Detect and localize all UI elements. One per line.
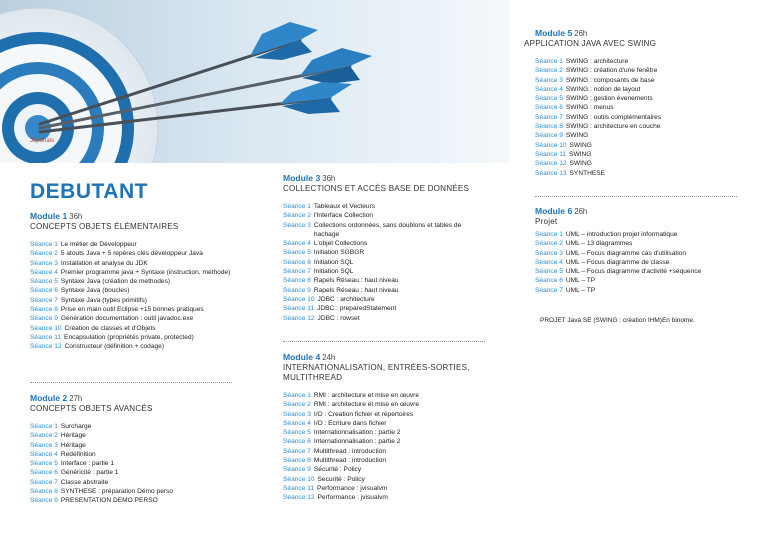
session-label: Séance 6 [283,438,311,446]
session-item [283,286,484,295]
session-item [30,441,173,450]
module-5-hours: 26h [574,29,588,38]
session-label: Séance 4 [283,240,311,248]
session-label: Séance 7 [283,447,311,455]
session-text: I/O : Ecriture dans fichier [313,419,387,427]
session-item [30,324,231,333]
session-item [30,459,173,468]
module-2-name: Module 2 [30,393,68,403]
divider [283,341,485,342]
module-6-name: Module 6 [535,206,573,216]
session-item [535,159,661,168]
session-item [283,465,470,474]
session-label: Séance 11 [283,305,315,313]
session-item [30,277,231,286]
session-text: Internationnalisation : partie 2 [313,429,401,437]
session-label: Séance 2 [30,250,58,258]
session-label: Séance 3 [283,221,311,229]
session-label: Séance 6 [535,277,563,285]
session-label: Séance 12 [535,160,567,168]
hero-image [0,0,510,163]
session-text: UML – introduction projet informatique [565,231,678,238]
session-item [283,419,470,428]
session-text: I/O : Creation fichier et répertoires [313,410,414,418]
session-item [283,447,470,456]
session-label: Séance 12 [283,494,315,502]
session-text: Multithread : introduction [313,457,387,465]
session-text: SWING [569,160,592,168]
session-label: Séance 7 [535,286,563,294]
session-text: Performance : jvisualvm [317,494,388,502]
session-label: Séance 2 [535,240,563,248]
session-item [535,66,661,75]
session-text: SYNTHESE : préparation Démo perso [60,488,174,496]
session-text: PRESENTATION DEMO PERSO [60,497,158,505]
session-text: Syntaxe Java (boucles) [60,287,130,295]
session-text: Prise en main outil Eclipse +15 bonnes pratiques [60,306,204,314]
session-text: Généricité : partie 1 [60,469,119,477]
module-6-title: Projet [535,217,558,226]
session-item [535,258,701,267]
module-2-hours: 27h [69,394,83,403]
session-item [535,286,701,295]
divider [535,196,737,197]
session-text: Securité : Policy [317,475,365,483]
session-label: Séance 3 [30,259,58,267]
module-5-title: APPLICATION JAVA AVEC SWING [524,39,657,48]
project-note: PROJET Java SE (SWING : création IHM)En binome. [540,317,695,324]
session-text: Classe abstraite [60,478,109,486]
session-item [30,333,231,342]
session-text: SWING : outils complémentaires [565,113,662,121]
session-text: SYNTHESE [569,169,606,177]
session-label: Séance 5 [535,95,563,103]
session-item [30,450,173,459]
session-label: Séance 7 [535,113,563,121]
session-text: Rapels Réseau : haut niveau [313,277,399,285]
session-label: Séance 7 [30,296,58,304]
session-text: Syntaxe Java (types primitifs) [60,296,147,304]
session-text: SWING : création d'une fenêtre [565,67,658,75]
session-item [535,122,661,131]
session-text: SWING : composants de base [565,76,655,84]
session-item [30,296,231,305]
session-text: Création de classes et d'Objets [64,324,156,332]
module-1-header [30,211,231,222]
session-label: Séance 11 [30,333,62,341]
session-item [283,267,484,276]
session-item [283,493,470,502]
module-3-title: COLLECTIONS ET ACCÈS BASE DE DONNÉES [283,184,470,193]
session-text: Internationnalisation : partie 2 [313,438,401,446]
session-label: Séance 6 [30,469,58,477]
session-text: UML – Focus diagramme d'activité +séquence [565,268,702,276]
module-5 [524,28,661,178]
session-label: Séance 8 [283,277,311,285]
session-label: Séance 10 [535,141,567,149]
session-text: 5 atouts Java + 5 repères clés développeur Java [60,250,203,258]
session-label: Séance 1 [30,423,58,430]
module-2-sessions [30,422,173,506]
session-item [283,258,484,267]
module-3-header [283,173,484,184]
module-1-hours: 36h [69,212,83,221]
session-item [535,249,701,258]
target-label: Japonais [30,138,55,144]
session-item [30,286,231,295]
session-label: Séance 2 [30,432,58,440]
session-label: Séance 9 [283,286,311,294]
session-item [283,437,470,446]
session-item [535,150,661,159]
session-text: Interface : partie 1 [60,460,115,468]
session-label: Séance 4 [535,258,563,266]
session-label: Séance 5 [283,429,311,437]
session-text: SWING : architecture [565,58,629,65]
session-text: Sécurité : Policy [313,466,362,474]
session-label: Séance 11 [535,150,567,158]
session-text: L'objet Collections [313,240,368,248]
module-1-title: CONCEPTS OBJETS ÉLÉMENTAIRES [30,222,179,231]
session-text: JDBC : preparedStatement [317,305,397,313]
session-label: Séance 1 [283,203,311,210]
session-item [283,295,484,304]
session-text: Héritage [60,432,86,440]
module-3-name: Module 3 [283,173,321,183]
session-text: Redéfinition [60,450,96,458]
session-item [535,57,661,66]
session-label: Séance 3 [283,410,311,418]
session-item [30,468,173,477]
module-1-sessions [30,240,231,352]
session-label: Séance 9 [283,466,311,474]
session-item [283,211,484,220]
session-label: Séance 1 [283,392,311,399]
session-label: Séance 13 [535,169,567,177]
session-text: Surcharge [60,423,92,430]
module-6-hours: 26h [574,207,588,216]
session-text: SWING [565,132,589,140]
session-item [30,422,173,431]
session-item [283,202,484,211]
session-item [283,314,484,323]
session-text: Encapsulation (propriétés private, protected) [64,333,194,341]
target-arrows-icon [0,0,510,163]
session-text: Initiation SGBGR [313,249,365,257]
session-label: Séance 10 [30,324,62,332]
session-text: Le métier de Développeur [60,241,137,248]
session-item [535,76,661,85]
session-text: RMI : architecture et mise en œuvre [313,392,420,399]
session-label: Séance 7 [30,478,58,486]
session-text: Initiation SQL [313,258,354,266]
session-text: SWING : menus [565,104,614,112]
session-item [283,456,470,465]
session-text: Installation et analyse du JDK [60,259,148,267]
module-2 [30,393,173,506]
session-label: Séance 3 [535,249,563,257]
session-text: UML – TP [565,277,596,285]
session-text: Héritage [60,441,86,449]
session-label: Séance 10 [283,475,315,483]
session-item [283,239,484,248]
session-label: Séance 5 [535,268,563,276]
session-label: Séance 3 [535,76,563,84]
session-text: SWING [569,150,592,158]
module-4 [283,352,470,503]
session-label: Séance 8 [30,306,58,314]
session-label: Séance 1 [535,231,563,238]
session-item [283,428,470,437]
module-6-header [535,206,701,217]
session-item [283,484,470,493]
session-label: Séance 5 [30,278,58,286]
session-text: SWING : notion de layout [565,85,641,93]
session-item [283,276,484,285]
session-label: Séance 8 [283,457,311,465]
session-item [30,478,173,487]
session-label: Séance 9 [30,315,58,323]
session-label: Séance 2 [535,67,563,75]
session-label: Séance 2 [283,212,311,220]
session-text: UML – TP [565,286,596,294]
session-text: Collections ordonnées, sans doublons et tables de hachage [313,221,462,238]
session-text: UML – Focus diagramme de classe [565,258,670,266]
session-label: Séance 4 [30,268,58,276]
session-text: SWING : architecture en couche [565,123,661,131]
session-item [30,240,231,249]
session-label: Séance 6 [535,104,563,112]
session-text: Constructeur (définition + codage) [64,343,165,351]
module-4-name: Module 4 [283,352,321,362]
module-4-sessions [283,391,470,503]
divider [30,382,232,383]
session-label: Séance 1 [30,241,58,248]
session-label: Séance 4 [283,419,311,427]
session-item [535,103,661,112]
session-text: Performance : jvisualvm [317,484,388,492]
module-3 [283,173,484,323]
session-text: JDBC : architecture [317,295,375,303]
session-text: JDBC : rowset [317,314,360,322]
module-1-name: Module 1 [30,211,68,221]
session-item [30,268,231,277]
session-item [535,169,661,178]
session-item [283,410,470,419]
module-2-header [30,393,173,404]
session-item [283,400,470,409]
session-item [283,304,484,313]
session-item [535,141,661,150]
session-item [535,239,701,248]
module-3-hours: 36h [322,174,336,183]
session-item [535,113,661,122]
session-text: Tableaux et Vecteurs [313,203,376,210]
module-3-sessions [283,202,484,323]
session-label: Séance 8 [535,123,563,131]
page-title: DEBUTANT [30,180,148,203]
session-text: RMI : architecture et mise en œuvre [313,401,420,409]
session-item [30,431,173,440]
session-label: Séance 9 [30,497,58,505]
session-text: UML – 13 diagrammes [565,240,633,248]
session-label: Séance 11 [283,484,315,492]
session-item [535,94,661,103]
session-label: Séance 10 [283,295,315,303]
session-item [30,496,173,505]
session-item [30,487,173,496]
session-item [30,305,231,314]
session-label: Séance 12 [30,343,62,351]
session-text: Syntaxe Java (création de methodes) [60,278,171,286]
module-1 [30,211,231,352]
session-item [535,85,661,94]
session-label: Séance 6 [283,258,311,266]
session-item [30,342,231,351]
session-label: Séance 3 [30,441,58,449]
session-item [535,276,701,285]
session-text: Multithread : introduction [313,447,387,455]
session-item [30,249,231,258]
session-text: Premier programme java + Syntaxe (instruction, méthode) [60,268,231,276]
module-4-hours: 24h [322,353,336,362]
session-label: Séance 2 [283,401,311,409]
session-text: l'Interface Collection [313,212,374,220]
session-item [535,230,701,239]
module-4-title-line1: INTERNATIONALISATION, ENTRÉES-SORTIES, [283,363,470,372]
session-item [283,391,470,400]
session-label: Séance 5 [283,249,311,257]
session-label: Séance 8 [30,488,58,496]
module-6 [535,206,701,295]
session-label: Séance 6 [30,287,58,295]
session-text: UML – Focus diagramme cas d'utilisation [565,249,686,257]
module-2-title: CONCEPTS OBJETS AVANCÉS [30,404,153,413]
session-item [283,221,484,240]
module-4-title-line2: MULTITHREAD [283,373,343,382]
session-item [30,259,231,268]
session-text: SWING : gestion évenements [565,95,653,103]
session-text: SWING [569,141,592,149]
module-5-header [535,28,661,39]
session-text: Génération documentation : outil javadoc.exe [60,315,194,323]
session-item [30,314,231,323]
session-item [283,248,484,257]
session-item [535,267,701,276]
session-item [535,131,661,140]
session-label: Séance 7 [283,268,311,276]
session-label: Séance 4 [535,85,563,93]
session-label: Séance 5 [30,460,58,468]
module-4-header [283,352,470,363]
session-text: Rapels Réseau : haut niveau [313,286,399,294]
session-label: Séance 12 [283,314,315,322]
session-label: Séance 1 [535,58,563,65]
session-label: Séance 9 [535,132,563,140]
module-5-sessions [535,57,661,178]
session-item [283,475,470,484]
session-label: Séance 4 [30,450,58,458]
module-5-name: Module 5 [535,28,573,38]
module-6-sessions [535,230,701,295]
session-text: Initiation SQL [313,268,354,276]
